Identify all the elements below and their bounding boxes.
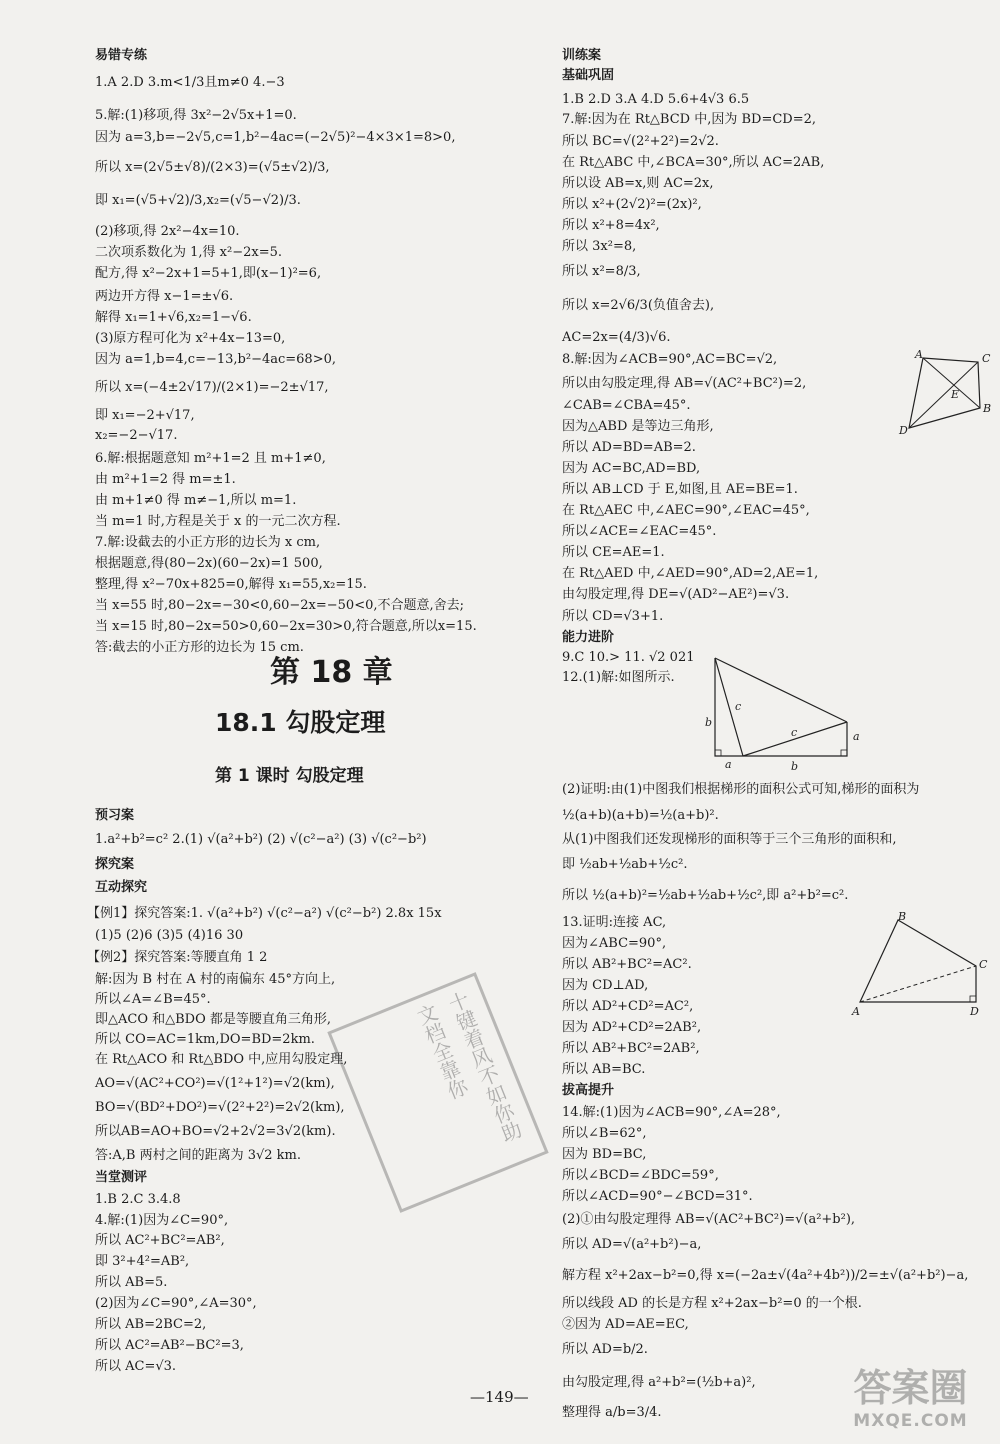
text-line: 8.解:因为∠ACB=90°,AC=BC=√2, (562, 352, 778, 367)
text-line: (3)原方程可化为 x²+4x−13=0, (95, 331, 286, 346)
text-line: 在 Rt△AED 中,∠AED=90°,AD=2,AE=1, (562, 566, 819, 581)
text-line: 所以 3x²=8, (562, 239, 637, 254)
watermark-stamp: 十键着风不如你助文档全靠你 (327, 972, 548, 1213)
text-line: 即 x₁=−2+√17, (95, 408, 195, 423)
text-line: 解:因为 B 村在 A 村的南偏东 45°方向上, (95, 972, 336, 987)
text-line: 所以 CE=AE=1. (562, 545, 665, 560)
text-line: 即 x₁=(√5+√2)/3,x₂=(√5−√2)/3. (95, 193, 301, 208)
text-line: (2)因为∠C=90°,∠A=30°, (95, 1296, 257, 1311)
text-line: 即 3²+4²=AB², (95, 1254, 190, 1269)
text-line: 两边开方得 x−1=±√6. (95, 289, 234, 304)
fig8-label-A: A (915, 348, 923, 361)
text-line: 所以 BC=√(2²+2²)=2√2. (562, 134, 719, 149)
text-line: 因为∠ABC=90°, (562, 936, 667, 951)
text-line: 所以 AB=2BC=2, (95, 1317, 207, 1332)
text-line: 14.解:(1)因为∠ACB=90°,∠A=28°, (562, 1105, 781, 1120)
text-line: 所以由勾股定理,得 AB=√(AC²+BC²)=2, (562, 376, 807, 391)
text-line: (1)5 (2)6 (3)5 (4)16 30 (95, 928, 244, 943)
fig8-label-C: C (982, 352, 991, 365)
section-heading: 探究案 (95, 857, 135, 872)
text-line: (2)移项,得 2x²−4x=10. (95, 224, 240, 239)
text-line: 所以 x=(2√5±√8)/(2×3)=(√5±√2)/3, (95, 160, 330, 175)
text-line: 因为 AD²+CD²=2AB², (562, 1020, 702, 1035)
text-line: 6.解:根据题意知 m²+1=2 且 m+1≠0, (95, 451, 326, 466)
text-line: 所以 AC=√3. (95, 1359, 177, 1374)
text-line: ②因为 AD=AE=EC, (562, 1317, 689, 1332)
logo-sub-text: MXQE.COM (853, 1411, 968, 1431)
figure-problem-13 (850, 912, 990, 1022)
text-line: x₂=−2−√17. (95, 428, 178, 443)
fig13-label-D: D (970, 1005, 979, 1018)
logo-main-text: 答案圈 (853, 1366, 968, 1410)
text-line: 所以 x²+(2√2)²=(2x)², (562, 197, 702, 212)
text-line: 1.B 2.C 3.4.8 (95, 1192, 181, 1207)
section-title: 18.1 勾股定理 (215, 708, 386, 737)
page-number: —149— (470, 1388, 529, 1406)
text-line: 所以 AB⊥CD 于 E,如图,且 AE=BE=1. (562, 482, 798, 497)
text-line: 因为 AC=BC,AD=BD, (562, 461, 701, 476)
text-line: 所以 x=2√6/3(负值舍去), (562, 298, 715, 313)
text-line: AO=√(AC²+CO²)=√(1²+1²)=√2(km), (95, 1076, 335, 1091)
text-line: 1.a²+b²=c² 2.(1) √(a²+b²) (2) √(c²−a²) (3) √(c²−b²) (95, 832, 427, 847)
fig12-label-a2: a (853, 730, 860, 743)
section-heading: 当堂测评 (95, 1170, 148, 1185)
text-line: 所以 ½(a+b)²=½ab+½ab+½c²,即 a²+b²=c². (562, 888, 849, 903)
fig12-label-a1: a (725, 758, 732, 771)
fig13-label-B: B (898, 912, 907, 923)
text-line: 因为 a=1,b=4,c=−13,b²−4ac=68>0, (95, 352, 336, 367)
text-line: 5.解:(1)移项,得 3x²−2√5x+1=0. (95, 108, 297, 123)
section-heading: 预习案 (95, 808, 135, 823)
fig8-label-E: E (951, 388, 960, 401)
section-heading: 互动探究 (95, 880, 148, 895)
chapter-title: 第 18 章 (270, 655, 393, 690)
fig8-label-B: B (983, 402, 992, 415)
text-line: 从(1)中图我们还发现梯形的面积等于三个三角形的面积和, (562, 832, 897, 847)
fig13-label-C: C (979, 958, 988, 971)
text-line: 由勾股定理,得 DE=√(AD²−AE²)=√3. (562, 587, 790, 602)
fig12-label-c1: c (735, 700, 742, 713)
text-line: 9.C 10.> 11. √2 021 (562, 650, 695, 665)
text-line: 所以AB=AO+BO=√2+2√2=3√2(km). (95, 1124, 336, 1139)
text-line: 当 x=15 时,80−2x=50>0,60−2x=30>0,符合题意,所以x=15. (95, 619, 477, 634)
text-line: 所以 x²=8/3, (562, 264, 641, 279)
text-line: 所以 AB=BC. (562, 1062, 646, 1077)
text-line: AC=2x=(4/3)√6. (562, 330, 671, 345)
section-heading: 训练案 (562, 48, 602, 63)
text-line: (2)①由勾股定理得 AB=√(AC²+BC²)=√(a²+b²), (562, 1212, 856, 1227)
text-line: 由勾股定理,得 a²+b²=(½b+a)², (562, 1375, 756, 1390)
text-line: 二次项系数化为 1,得 x²−2x=5. (95, 245, 283, 260)
text-line: 所以 AD=BD=AB=2. (562, 440, 696, 455)
text-line: 在 Rt△AEC 中,∠AEC=90°,∠EAC=45°, (562, 503, 810, 518)
fig12-label-c2: c (791, 726, 798, 739)
text-line: 所以 CD=√3+1. (562, 609, 664, 624)
fig12-label-b2: b (791, 760, 799, 773)
text-line: (2)证明:由(1)中图我们根据梯形的面积公式可知,梯形的面积为 (562, 782, 920, 797)
text-line: 所以 AD=b/2. (562, 1342, 648, 1357)
text-line: 所以 AD²+CD²=AC², (562, 999, 694, 1014)
text-line: 因为△ABD 是等边三角形, (562, 419, 714, 434)
text-line: 所以 AB²+BC²=2AB², (562, 1041, 700, 1056)
text-line: 因为 a=3,b=−2√5,c=1,b²−4ac=(−2√5)²−4×3×1=8>0, (95, 130, 456, 145)
text-line: 所以 AC²+BC²=AB², (95, 1233, 225, 1248)
text-line: 由 m²+1=2 得 m=±1. (95, 472, 236, 487)
text-line: 整理,得 x²−70x+825=0,解得 x₁=55,x₂=15. (95, 577, 367, 592)
section-heading: 易错专练 (95, 48, 148, 63)
text-line: 所以线段 AD 的长是方程 x²+2ax−b²=0 的一个根. (562, 1296, 862, 1311)
text-line: 所以 AD=√(a²+b²)−a, (562, 1237, 702, 1252)
text-line: 13.证明:连接 AC, (562, 915, 667, 930)
text-line: 答:A,B 两村之间的距离为 3√2 km. (95, 1148, 302, 1163)
text-line: 7.解:因为在 Rt△BCD 中,因为 BD=CD=2, (562, 112, 817, 127)
text-line: 所以 AC²=AB²−BC²=3, (95, 1338, 244, 1353)
text-line: 在 Rt△ACO 和 Rt△BDO 中,应用勾股定理, (95, 1052, 348, 1067)
figure-problem-8 (895, 348, 995, 438)
text-line: 答:截去的小正方形的边长为 15 cm. (95, 640, 304, 655)
text-line: ½(a+b)(a+b)=½(a+b)². (562, 808, 719, 823)
text-line: 所以 AB=5. (95, 1275, 168, 1290)
text-line: 由 m+1≠0 得 m≠−1,所以 m=1. (95, 493, 297, 508)
text-line: 即 ½ab+½ab+½c². (562, 857, 688, 872)
lesson-title: 第 1 课时 勾股定理 (215, 766, 364, 786)
text-line: 所以 x=(−4±2√17)/(2×1)=−2±√17, (95, 380, 329, 395)
section-heading: 拔高提升 (562, 1083, 615, 1098)
fig13-label-A: A (852, 1005, 860, 1018)
fig12-label-b1: b (705, 716, 713, 729)
text-line: BO=√(BD²+DO²)=√(2²+2²)=2√2(km), (95, 1100, 345, 1115)
text-line: 4.解:(1)因为∠C=90°, (95, 1213, 229, 1228)
text-line: 所以 CO=AC=1km,DO=BD=2km. (95, 1032, 315, 1047)
text-line: 解方程 x²+2ax−b²=0,得 x=(−2a±√(4a²+4b²))/2=±√(a²+b²)−a, (562, 1268, 969, 1283)
text-line: 所以设 AB=x,则 AC=2x, (562, 176, 714, 191)
text-line: 所以 AB²+BC²=AC². (562, 957, 692, 972)
text-line: 12.(1)解:如图所示. (562, 670, 675, 685)
text-line: 在 Rt△ABC 中,∠BCA=30°,所以 AC=2AB, (562, 155, 825, 170)
text-line: 根据题意,得(80−2x)(60−2x)=1 500, (95, 556, 323, 571)
text-line: 当 x=55 时,80−2x=−30<0,60−2x=−50<0,不合题意,舍去; (95, 598, 464, 613)
section-heading: 基础巩固 (562, 68, 615, 83)
text-line: 所以∠ACD=90°−∠BCD=31°. (562, 1189, 753, 1204)
text-line: 【例2】探究答案:等腰直角 1 2 (87, 950, 268, 965)
text-line: 解得 x₁=1+√6,x₂=1−√6. (95, 310, 252, 325)
text-line: ∠CAB=∠CBA=45°. (562, 398, 691, 413)
figure-problem-12 (695, 650, 870, 775)
text-line: 所以∠ACE=∠EAC=45°. (562, 524, 717, 539)
text-line: 【例1】探究答案:1. √(a²+b²) √(c²−a²) √(c²−b²) 2.8x 15x (87, 906, 442, 921)
text-line: 所以 x²+8=4x², (562, 218, 660, 233)
text-line: 1.A 2.D 3.m<1/3且m≠0 4.−3 (95, 75, 285, 90)
text-line: 整理得 a/b=3/4. (562, 1405, 662, 1420)
text-line: 所以∠B=62°, (562, 1126, 647, 1141)
text-line: 因为 BD=BC, (562, 1147, 647, 1162)
text-line: 1.B 2.D 3.A 4.D 5.6+4√3 6.5 (562, 92, 750, 107)
text-line: 7.解:设截去的小正方形的边长为 x cm, (95, 535, 321, 550)
text-line: 因为 CD⊥AD, (562, 978, 649, 993)
text-line: 当 m=1 时,方程是关于 x 的一元二次方程. (95, 514, 341, 529)
site-logo (828, 1366, 993, 1438)
text-line: 配方,得 x²−2x+1=5+1,即(x−1)²=6, (95, 266, 322, 281)
section-heading: 能力进阶 (562, 630, 615, 645)
fig8-label-D: D (899, 424, 908, 437)
text-line: 即△ACO 和△BDO 都是等腰直角三角形, (95, 1012, 332, 1027)
text-line: 所以∠BCD=∠BDC=59°, (562, 1168, 719, 1183)
text-line: 所以∠A=∠B=45°. (95, 992, 211, 1007)
